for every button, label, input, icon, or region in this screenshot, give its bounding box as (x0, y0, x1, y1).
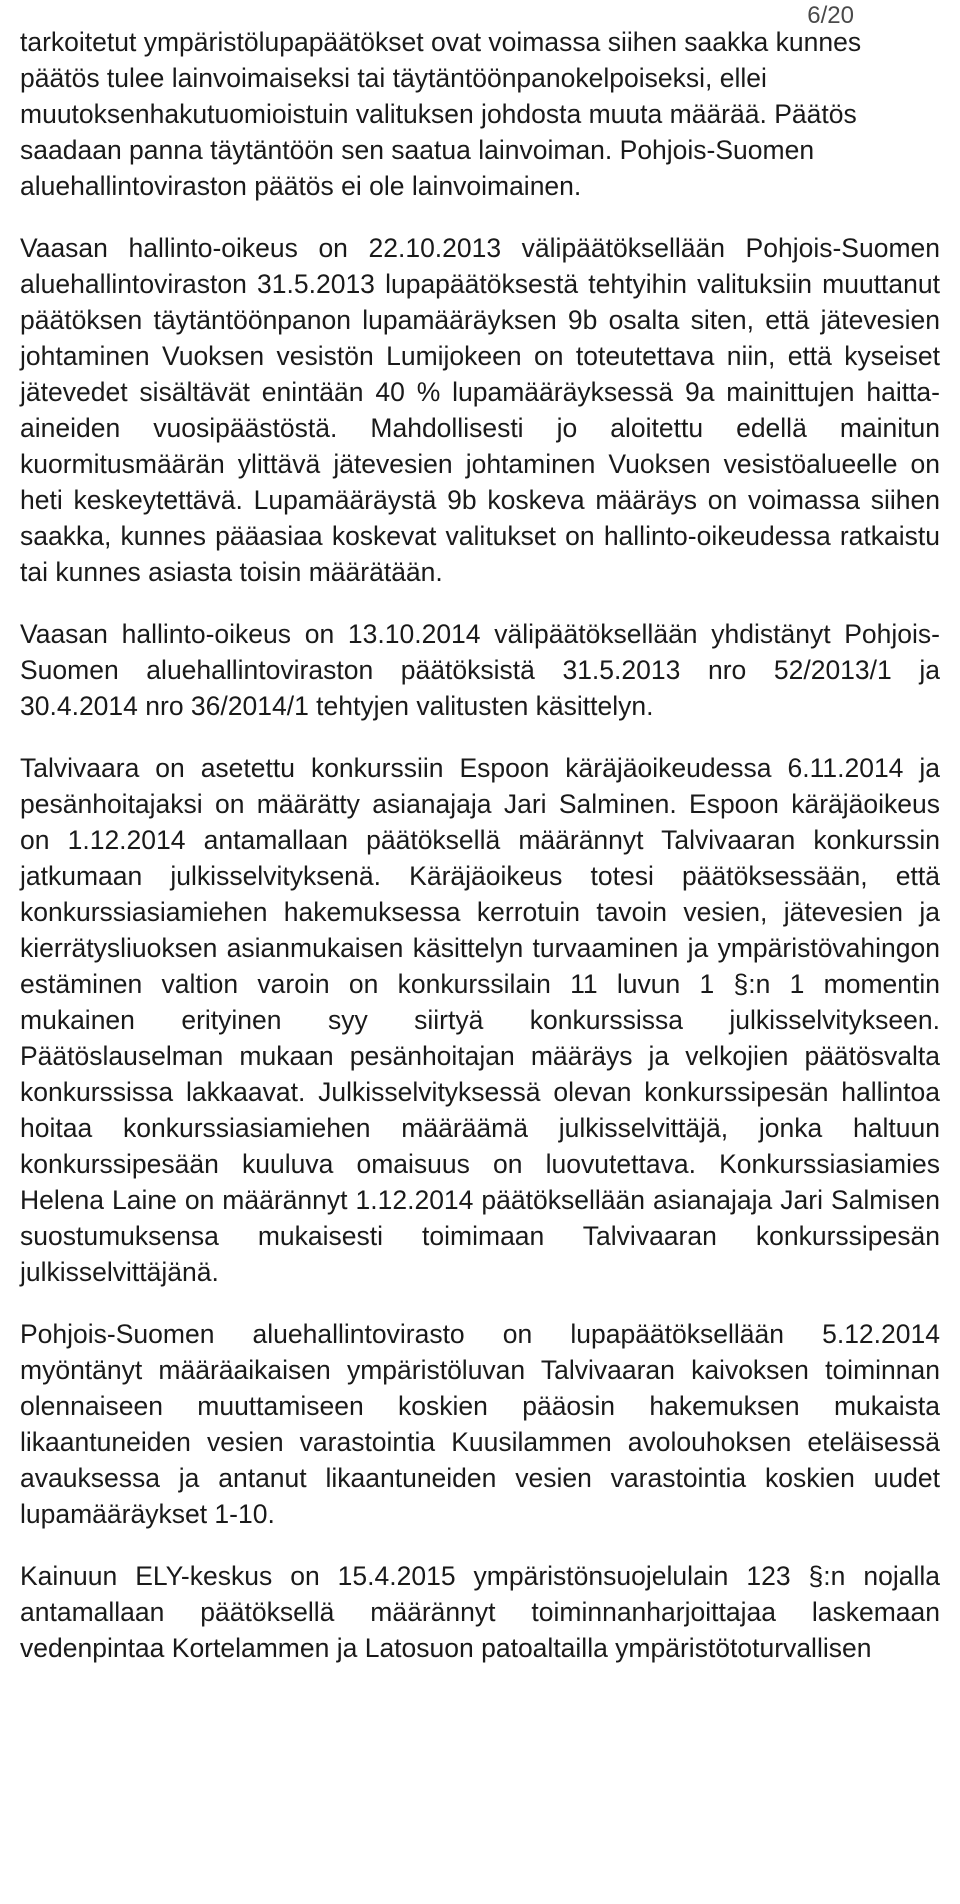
paragraph-fixed-term-permit: Pohjois-Suomen aluehallintovirasto on lupapäätöksellään 5.12.2014 myöntänyt määräaikaisen ympäristöluvan Talvivaaran kaivoksen toiminnan olennaiseen muuttamiseen koskien pääosin hakemuksen mukaista likaantuneiden vesien varastointia Kuusilammen avolouhoksen eteläisessä avauksessa ja antanut likaantuneiden vesien varastointia koskien uudet lupamääräykset 1-10. (20, 1319, 940, 1529)
document-body (20, 24, 940, 1692)
paragraph-bankruptcy: Talvivaara on asetettu konkurssiin Espoon käräjäoikeudessa 6.11.2014 ja pesänhoitajaksi on määrätty asianajaja Jari Salminen. Espoon käräjäoikeus on 1.12.2014 antamallaan päätöksellä määrännyt Talvivaaran konkurssin jatkumaan julkisselvityksenä. Käräjäoikeus totesi päätöksessään, että konkurssiasiamiehen hakemuksessa kerrotuin tavoin vesien, jätevesien ja kierrätysliuoksen asianmukaisen käsittelyn turvaaminen ja ympäristövahingon estäminen valtion varoin on konkurssilain 11 luvun 1 §:n 1 momentin mukainen erityinen syy siirtyä konkurssissa julkisselvitykseen. Päätöslauselman mukaan pesänhoitajan määräys ja velkojien päätösvalta konkurssissa lakkaavat. Julkisselvityksessä olevan konkurssipesän hallintoa hoitaa konkurssiasiamiehen määräämä julkisselvittäjä, jonka haltuun konkurssipesään kuuluva omaisuus on luovutettava. Konkurssiasiamies Helena Laine on määrännyt 1.12.2014 päätöksellään asianajaja Jari Salmisen suostumuksensa mukaisesti toimimaan Talvivaaran konkurssipesän julkisselvittäjänä. (20, 753, 940, 1287)
page-number: 6/20 (807, 2, 854, 29)
paragraph-interim-decision-2014: Vaasan hallinto-oikeus on 13.10.2014 välipäätöksellään yhdistänyt Pohjois-Suomen aluehallintoviraston päätöksistä 31.5.2013 nro 52/2013/1 ja 30.4.2014 nro 36/2014/1 tehtyjen valitusten käsittelyn. (20, 619, 940, 721)
paragraph-interim-decision-2013: Vaasan hallinto-oikeus on 22.10.2013 välipäätöksellään Pohjois-Suomen aluehallintoviraston 31.5.2013 lupapäätöksestä tehtyihin valituksiin muuttanut päätöksen täytäntöönpanon lupamääräyksen 9b osalta siten, että jätevesien johtaminen Vuoksen vesistön Lumijokeen on toteutettava niin, että kyseiset jätevedet sisältävät enintään 40 % lupamääräyksessä 9a mainittujen haitta-aineiden vuosipäästöstä. Mahdollisesti jo aloitettu edellä mainitun kuormitusmäärän ylittävä jätevesien johtaminen Vuoksen vesistöalueelle on heti keskeytettävä. Lupamääräystä 9b koskeva määräys on voimassa siihen saakka, kunnes pääasiaa koskevat valitukset on hallinto-oikeudessa ratkaistu tai kunnes asiasta toisin määrätään. (20, 233, 940, 587)
paragraph-permit-validity: tarkoitetut ympäristölupapäätökset ovat voimassa siihen saakka kunnes päätös tulee lainvoimaiseksi tai täytäntöönpanokelpoiseksi, ellei muutoksenhakutuomioistuin valituksen johdosta muuta määrää. Päätös saadaan panna täytäntöön sen saatua lainvoiman. Pohjois-Suomen aluehallintoviraston päätös ei ole lainvoimainen. (20, 27, 862, 201)
paragraph-ely-order: Kainuun ELY-keskus on 15.4.2015 ympäristönsuojelulain 123 §:n nojalla antamallaan päätöksellä määrännyt toiminnanharjoittajaa laskemaan vedenpintaa Kortelammen ja Latosuon patoaltailla ympäristötoturvallisen (20, 1561, 940, 1663)
